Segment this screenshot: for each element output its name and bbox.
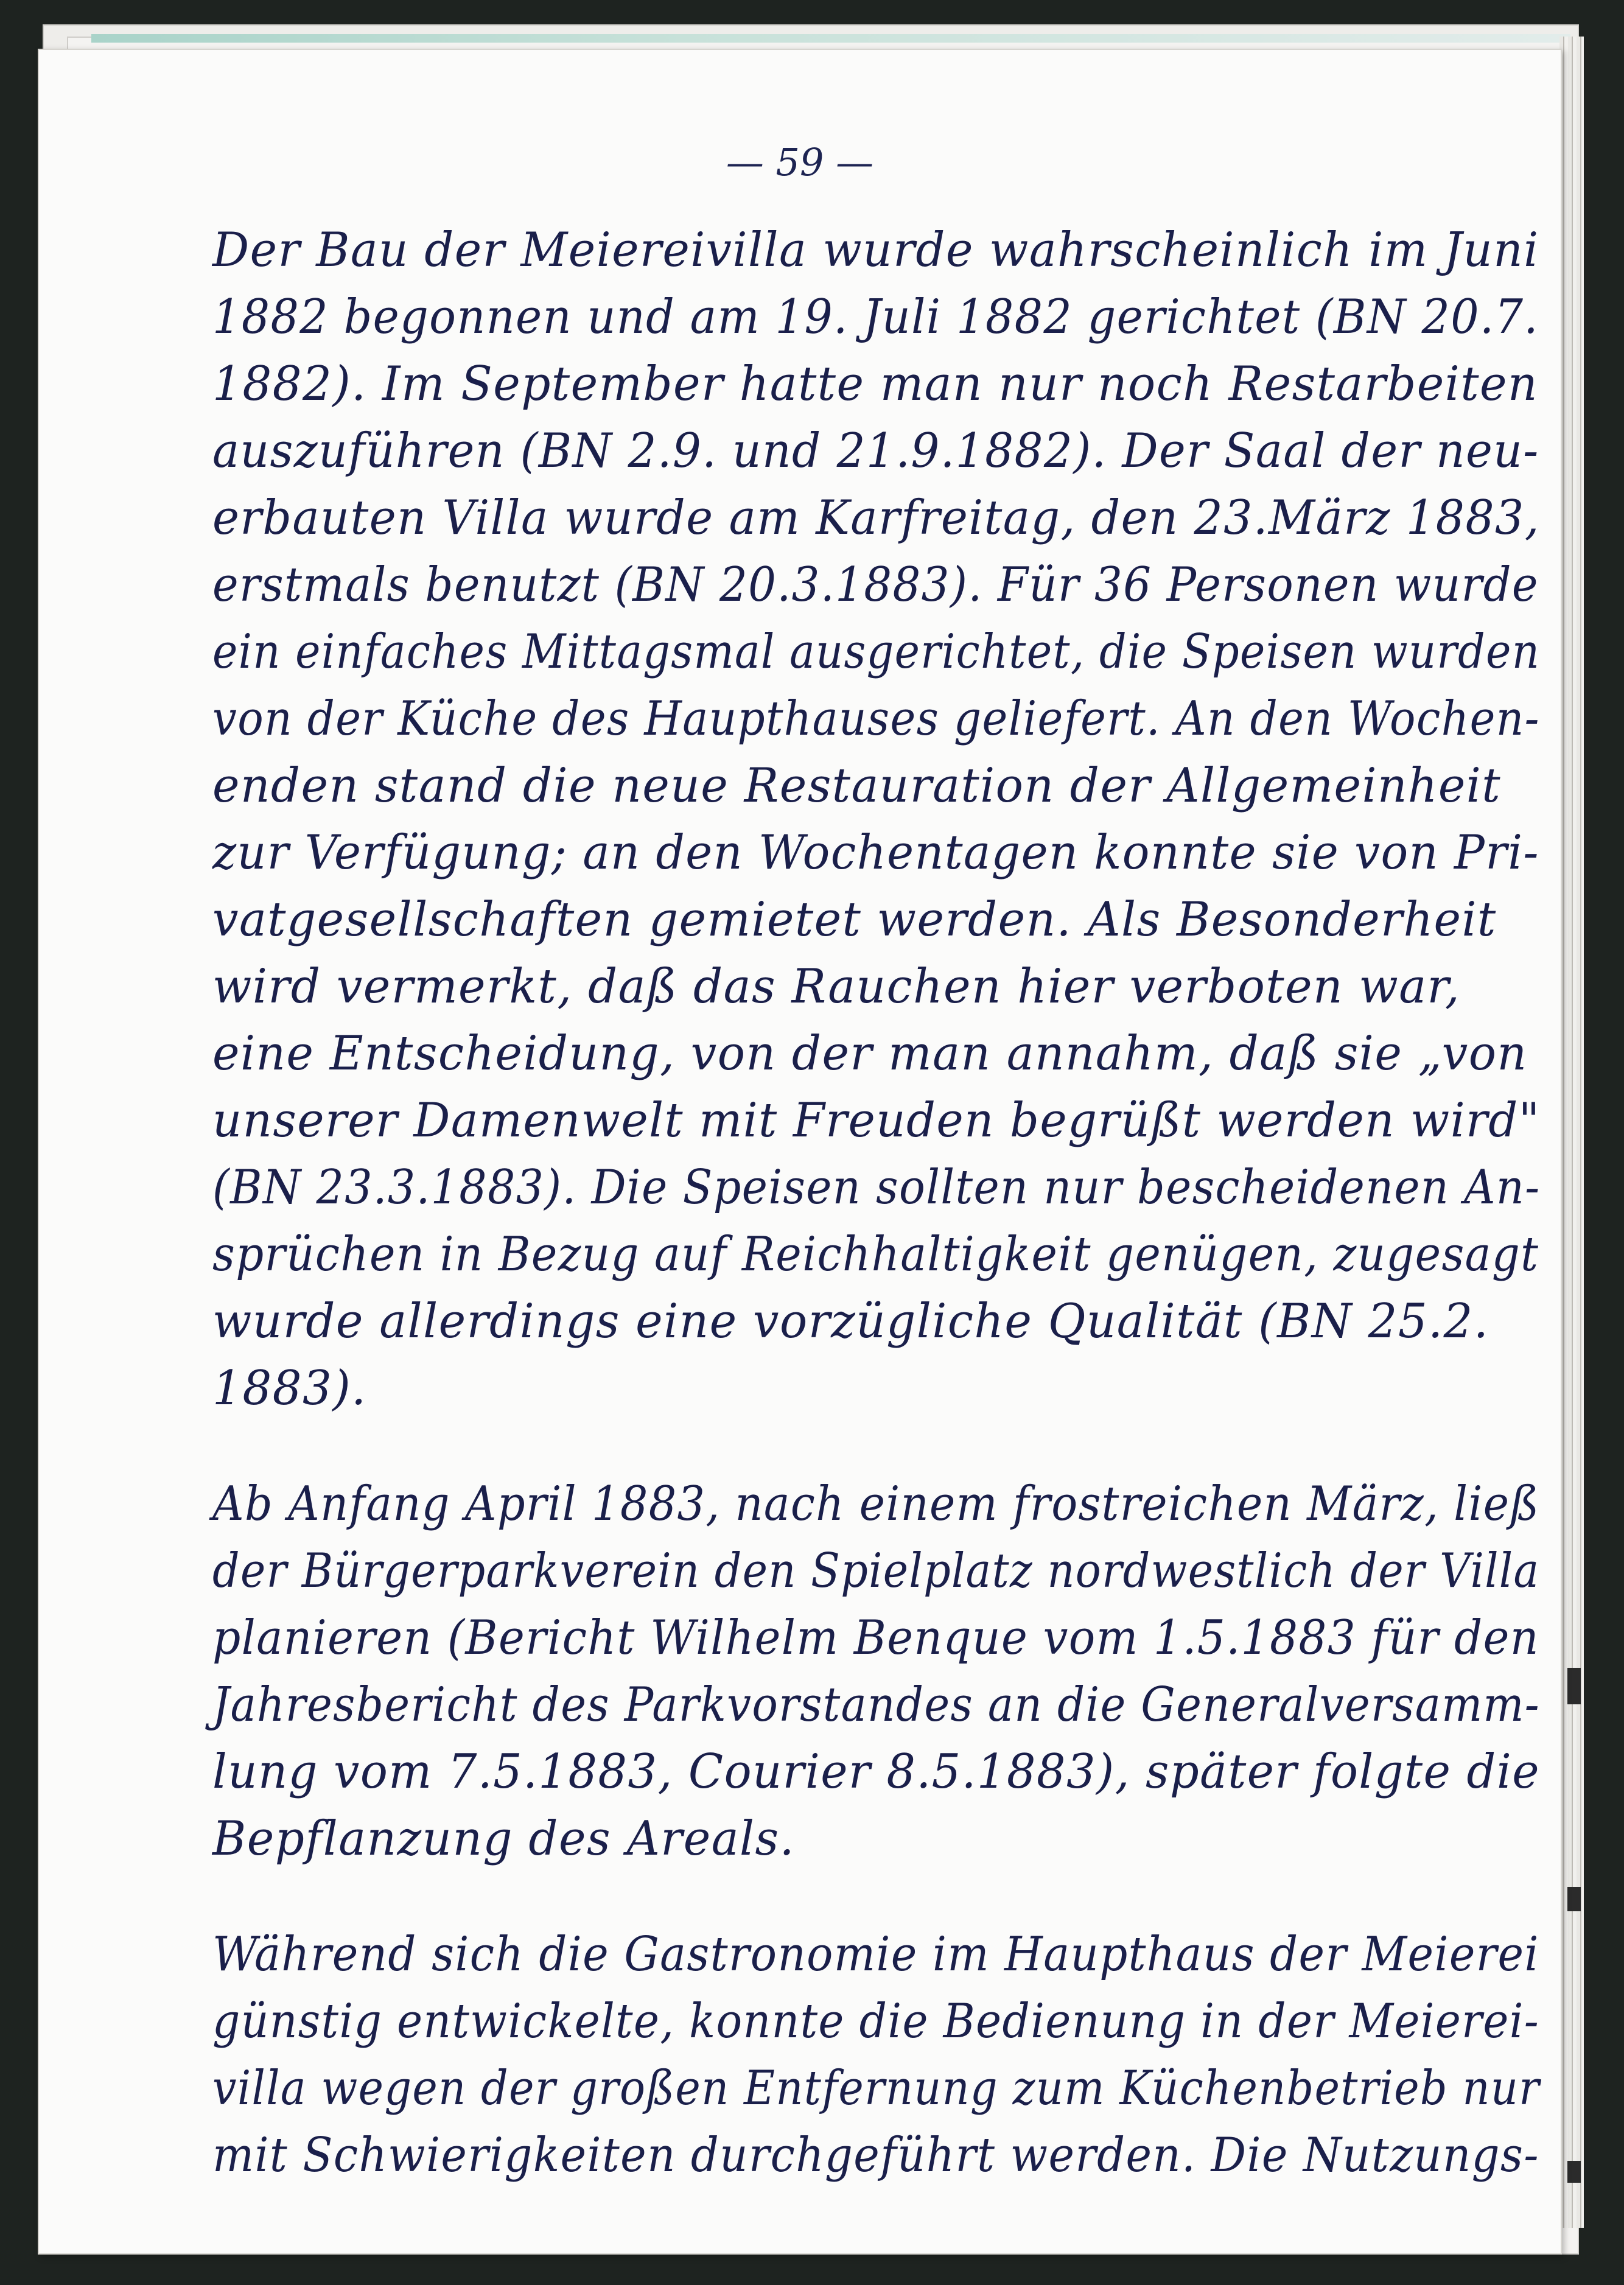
text-line: Bepflanzung des Areals. [212, 1811, 796, 1866]
text-line: mit Schwierigkeiten durchgeführt werden. Die Nutzungs- [212, 2128, 1539, 2183]
text-line: villa wegen der großen Entfernung zum Küchenbetrieb nur [212, 2061, 1541, 2116]
page-number: — 59 — [726, 140, 874, 184]
text-line: lung vom 7.5.1883, Courier 8.5.1883), später folgte die [212, 1744, 1540, 1799]
manuscript-page [38, 49, 1562, 2255]
text-line: (BN 23.3.1883). Die Speisen sollten nur bescheidenen An- [212, 1160, 1541, 1215]
text-line: der Bürgerparkverein den Spielplatz nordwestlich der Villa [212, 1544, 1540, 1598]
text-line: eine Entscheidung, von der man annahm, daß sie „von [212, 1026, 1528, 1081]
text-line: Während sich die Gastronomie im Haupthaus der Meierei [212, 1927, 1539, 1982]
edge-mark [1567, 1887, 1581, 1911]
text-line: wird vermerkt, daß das Rauchen hier verboten war, [212, 959, 1461, 1014]
text-line: ein einfaches Mittagsmal ausgerichtet, die Speisen wurden [212, 625, 1541, 679]
text-line: vatgesellschaften gemietet werden. Als Besonderheit [212, 892, 1497, 947]
text-line: erstmals benutzt (BN 20.3.1883). Für 36 Personen wurde [212, 558, 1539, 612]
text-line: Jahresbericht des Parkvorstandes an die Generalversamm- [212, 1678, 1540, 1732]
text-line: 1883). [212, 1361, 367, 1416]
text-line: wurde allerdings eine vorzügliche Qualität (BN 25.2. [212, 1294, 1489, 1349]
sheet-edge-strip [91, 34, 1570, 43]
text-line: planieren (Bericht Wilhelm Benque vom 1.5.1883 für den [212, 1611, 1539, 1665]
text-line: günstig entwickelte, konnte die Bedienung in der Meierei- [212, 1994, 1540, 2049]
edge-mark [1567, 2161, 1581, 2183]
text-line: 1882). Im September hatte man nur noch Restarbeiten [212, 357, 1538, 411]
text-line: von der Küche des Haupthauses geliefert. An den Wochen- [212, 691, 1540, 746]
text-line: sprüchen in Bezug auf Reichhaltigkeit genügen, zugesagt [212, 1227, 1539, 1282]
text-line: auszuführen (BN 2.9. und 21.9.1882). Der Saal der neu- [212, 424, 1539, 478]
text-line: zur Verfügung; an den Wochentagen konnte sie von Pri- [212, 825, 1539, 880]
text-line: Der Bau der Meiereivilla wurde wahrscheinlich im Juni [212, 223, 1539, 278]
text-line: 1882 begonnen und am 19. Juli 1882 gerichtet (BN 20.7. [212, 290, 1539, 345]
text-line: erbauten Villa wurde am Karfreitag, den 23.März 1883, [212, 491, 1540, 545]
text-line: enden stand die neue Restauration der Allgemeinheit [212, 758, 1502, 813]
edge-mark [1567, 1668, 1581, 1704]
text-line: Ab Anfang April 1883, nach einem frostreichen März, ließ [212, 1477, 1540, 1531]
text-line: unserer Damenwelt mit Freuden begrüßt werden wird" [212, 1093, 1541, 1148]
